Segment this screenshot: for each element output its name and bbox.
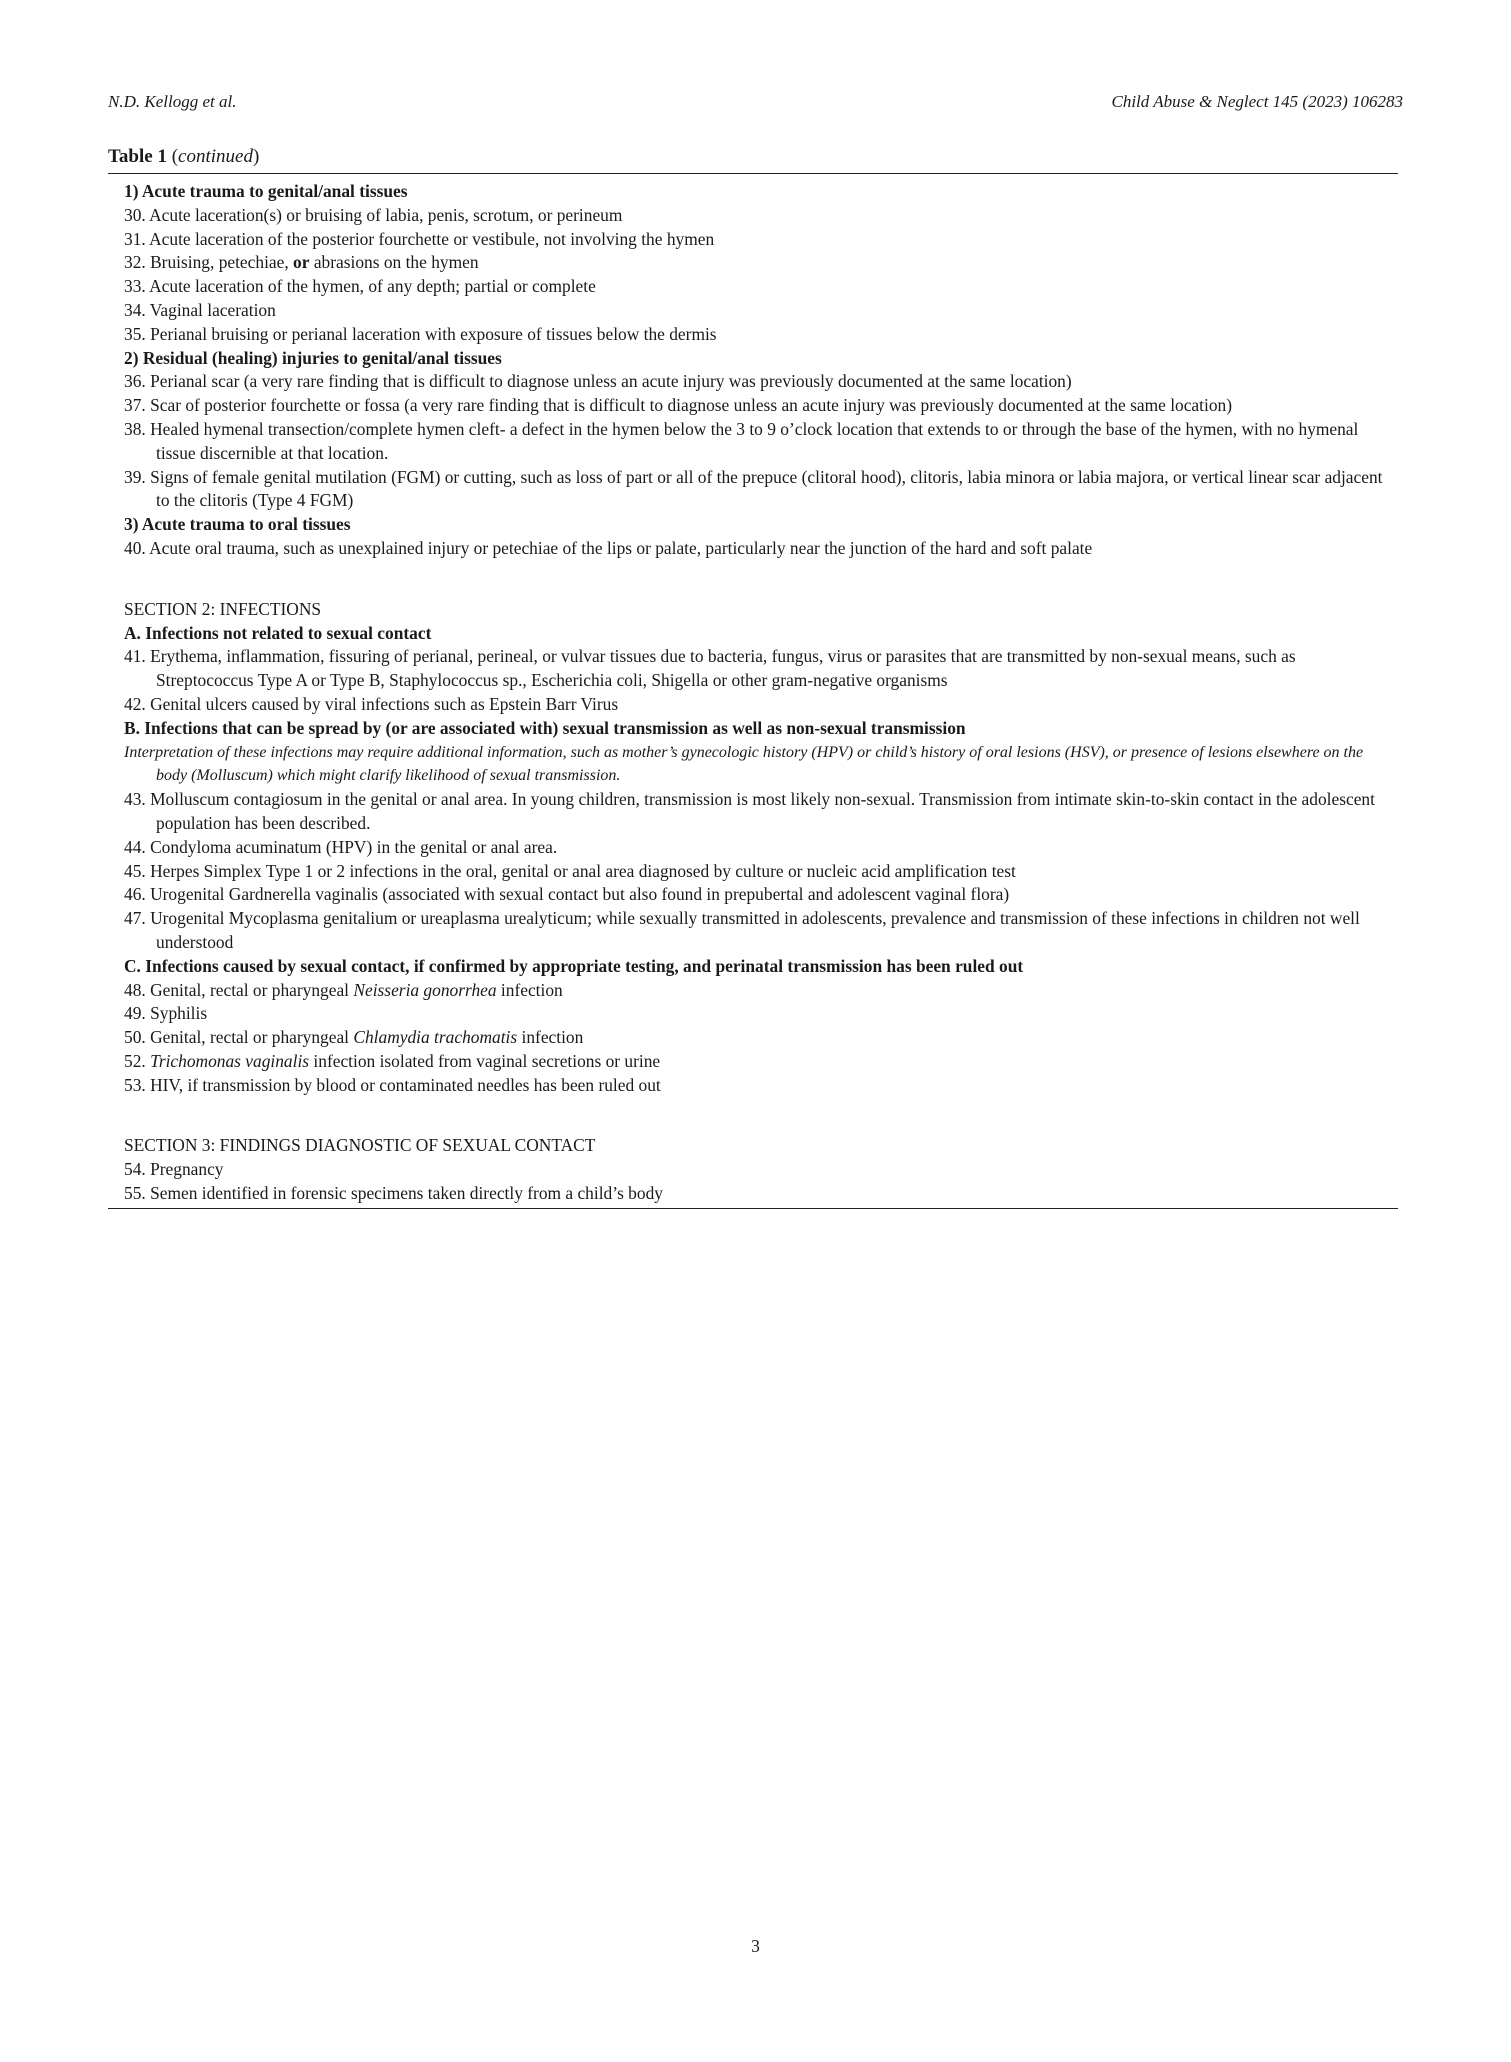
table-row: 40. Acute oral trauma, such as unexplained injury or petechiae of the lips or palate, particularly near the junction of the hard and soft palate bbox=[124, 537, 1093, 558]
table-row: 41. Erythema, inflammation, fissuring of perianal, perineal, or vulvar tissues due to bacteria, fungus, virus or parasites that are transmitted by non-sexual means, such as Streptococcus Type A or Type B, Staphylococcus sp., Escherichia coli, Shigella or other gram-negative organisms bbox=[124, 646, 1296, 691]
table-row: 32. Bruising, petechiae, or abrasions on the hymen bbox=[124, 252, 479, 273]
table-row: 38. Healed hymenal transection/complete hymen cleft- a defect in the hymen below the 3 to 9 o’clock location that extends to or through the base of the hymen, with no hymenal tissue discernible at that location. bbox=[124, 418, 1359, 463]
table-row: 53. HIV, if transmission by blood or contaminated needles has been ruled out bbox=[124, 1074, 661, 1095]
section-heading-diagnostic-findings: SECTION 3: FINDINGS DIAGNOSTIC OF SEXUAL CONTACT bbox=[124, 1135, 596, 1156]
table-row: 34. Vaginal laceration bbox=[124, 299, 276, 320]
table-row: 37. Scar of posterior fourchette or fossa (a very rare finding that is difficult to diagnose unless an acute injury was previously documented at the same location) bbox=[124, 395, 1232, 416]
table-row: 35. Perianal bruising or perianal laceration with exposure of tissues below the dermis bbox=[124, 323, 717, 344]
running-head bbox=[108, 92, 1403, 112]
table-row: 47. Urogenital Mycoplasma genitalium or ureaplasma urealyticum; while sexually transmitted in adolescents, prevalence and transmission of these infections in children not well understood bbox=[124, 908, 1360, 952]
table-row: 50. Genital, rectal or pharyngeal Chlamydia trachomatis infection bbox=[124, 1027, 584, 1048]
subheading-infections-not-sexual: A. Infections not related to sexual contact bbox=[124, 622, 432, 643]
table-row: 39. Signs of female genital mutilation (FGM) or cutting, such as loss of part or all of the prepuce (clitoral hood), clitoris, labia minora or labia majora, or vertical linear scar adjacent to the clitoris (Type 4 FGM) bbox=[124, 466, 1383, 511]
table-row: 33. Acute laceration of the hymen, of any depth; partial or complete bbox=[124, 276, 596, 297]
subheading-acute-genital-trauma: 1) Acute trauma to genital/anal tissues bbox=[124, 181, 408, 201]
subheading-oral-trauma: 3) Acute trauma to oral tissues bbox=[124, 514, 351, 535]
table-row: 45. Herpes Simplex Type 1 or 2 infections in the oral, genital or anal area diagnosed by culture or nucleic acid amplification test bbox=[124, 860, 1016, 881]
table-row: 44. Condyloma acuminatum (HPV) in the genital or anal area. bbox=[124, 836, 558, 857]
section-heading-infections: SECTION 2: INFECTIONS bbox=[124, 598, 322, 619]
table-row: 55. Semen identified in forensic specimens taken directly from a child’s body bbox=[124, 1183, 663, 1204]
table-row: 43. Molluscum contagiosum in the genital or anal area. In young children, transmission is most likely non-sexual. Transmission from intimate skin-to-skin contact in the adolescent population has been described. bbox=[124, 789, 1375, 833]
author-line: N.D. Kellogg et al. bbox=[108, 92, 237, 111]
table-caption: Table 1 (continued) bbox=[108, 146, 260, 167]
table-row: 31. Acute laceration of the posterior fourchette or vestibule, not involving the hymen bbox=[124, 228, 715, 249]
subheading-residual-injuries: 2) Residual (healing) injuries to genital/anal tissues bbox=[124, 347, 502, 368]
table-top-rule bbox=[108, 173, 1398, 174]
journal-citation: Child Abuse & Neglect 145 (2023) 106283 bbox=[1111, 92, 1403, 111]
table-row: 54. Pregnancy bbox=[124, 1159, 224, 1180]
page-number: 3 bbox=[751, 1936, 760, 1956]
table-row: 46. Urogenital Gardnerella vaginalis (associated with sexual contact but also found in prepubertal and adolescent vaginal flora) bbox=[124, 884, 1010, 905]
section-spacer bbox=[124, 561, 1386, 598]
subheading-infections-sexual-contact: C. Infections caused by sexual contact, if confirmed by appropriate testing, and perinatal transmission has been ruled out bbox=[124, 955, 1024, 976]
table-row: 42. Genital ulcers caused by viral infections such as Epstein Barr Virus bbox=[124, 693, 619, 714]
table-row: 30. Acute laceration(s) or bruising of labia, penis, scrotum, or perineum bbox=[124, 204, 623, 225]
table-continued: continued bbox=[178, 146, 253, 167]
table-row: 48. Genital, rectal or pharyngeal Neisseria gonorrhea infection bbox=[124, 979, 563, 1000]
table-body bbox=[124, 180, 1386, 1206]
table-row: 49. Syphilis bbox=[124, 1003, 208, 1024]
table-label: Table 1 bbox=[108, 146, 167, 167]
section-spacer bbox=[124, 1097, 1386, 1134]
table-row: 52. Trichomonas vaginalis infection isolated from vaginal secretions or urine bbox=[124, 1050, 661, 1071]
table-row: 36. Perianal scar (a very rare finding that is difficult to diagnose unless an acute injury was previously documented at the same location) bbox=[124, 371, 1072, 392]
interpretation-note: Interpretation of these infections may require additional information, such as mother’s gynecologic history (HPV) or child’s history of oral lesions (HSV), or presence of lesions elsewhere on the body (Molluscum) which might clarify likelihood of sexual transmission. bbox=[124, 743, 1364, 785]
subheading-infections-both: B. Infections that can be spread by (or are associated with) sexual transmission as well as non-sexual transmission bbox=[124, 717, 966, 738]
table-bottom-rule bbox=[108, 1208, 1398, 1209]
